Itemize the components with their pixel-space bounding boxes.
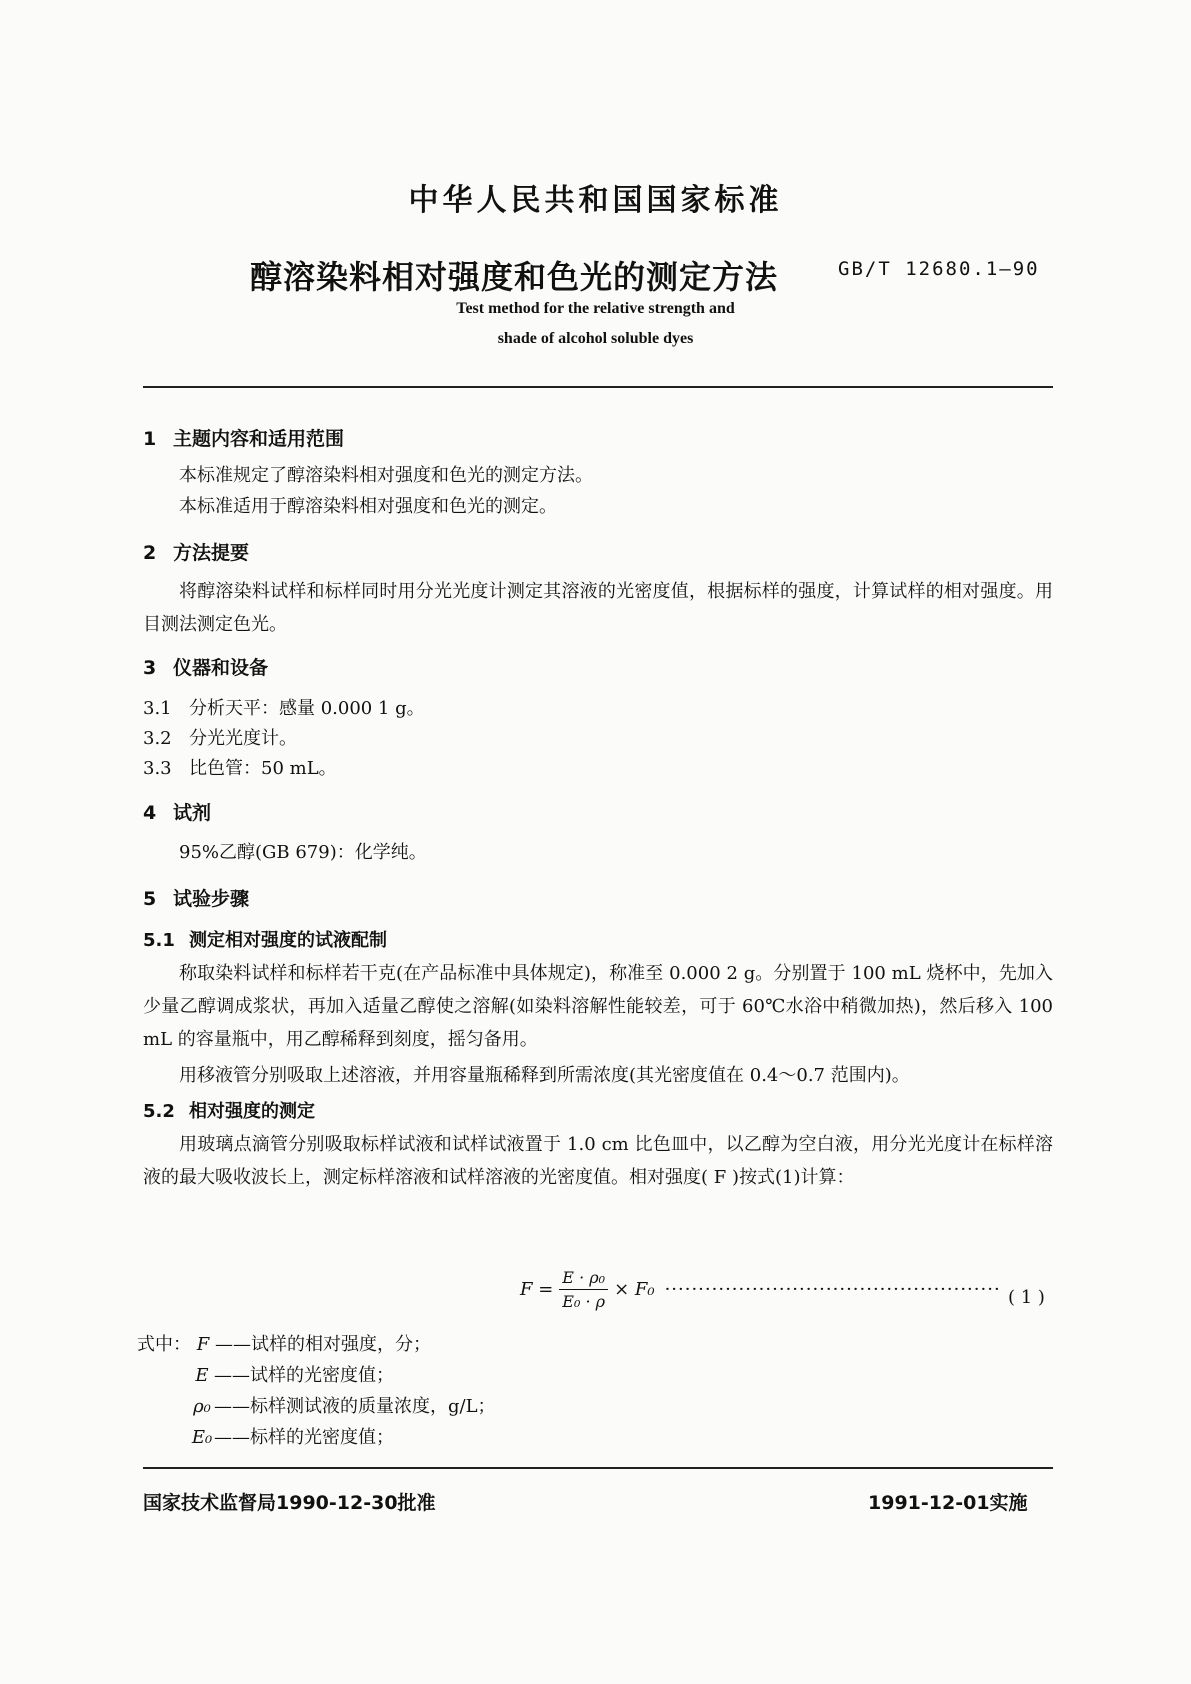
subsection-number: 5.2	[143, 1101, 175, 1122]
formula-1	[520, 1268, 1001, 1311]
section-1-para1: 本标准规定了醇溶染料相对强度和色光的测定方法。	[179, 465, 593, 486]
section-number: 2	[143, 542, 157, 564]
item-text: 分析天平：感量 0.000 1 g。	[189, 698, 425, 719]
formula-denominator: E₀ · ρ	[562, 1292, 606, 1311]
standard-number: GB/T 12680.1—90	[838, 258, 1040, 280]
section-2-para1: 将醇溶染料试样和标样同时用分光光度计测定其溶液的光密度值，根据标样的强度，计算试样的相对强度。用目测法测定色光。	[143, 581, 1053, 635]
legend-symbol: E₀	[191, 1427, 213, 1448]
section-5-2-para1: 用玻璃点滴管分别吸取标样试液和试样试液置于 1.0 cm 比色皿中，以乙醇为空白液，用分光光度计在标样溶液的最大吸收波长上，测定标样溶液和试样溶液的光密度值。相对强度( F )按式(1)计算：	[143, 1134, 1053, 1188]
list-item	[143, 754, 337, 780]
section-4-para1: 95%乙醇(GB 679)：化学纯。	[179, 842, 427, 863]
section-number: 1	[143, 428, 157, 450]
formula-rhs: × F₀	[614, 1279, 655, 1300]
section-number: 3	[143, 657, 157, 679]
legend-item	[190, 1361, 394, 1387]
list-item	[143, 724, 297, 750]
section-2-heading	[143, 538, 249, 565]
legend-desc: ——试样的光密度值；	[214, 1365, 394, 1386]
section-3-heading	[143, 653, 268, 680]
subsection-title: 相对强度的测定	[189, 1101, 315, 1122]
equation-number: ( 1 )	[1008, 1287, 1045, 1308]
subsection-title: 测定相对强度的试液配制	[189, 930, 387, 951]
formula-leader-dots: ··················································	[664, 1279, 1001, 1300]
section-5-1-para2: 用移液管分别吸取上述溶液，并用容量瓶稀释到所需浓度(其光密度值在 0.4～0.7 范围内)。	[179, 1065, 910, 1086]
legend-item	[190, 1392, 496, 1418]
section-number: 5	[143, 888, 157, 910]
section-number: 4	[143, 802, 157, 824]
section-1-para2: 本标准适用于醇溶染料相对强度和色光的测定。	[179, 496, 557, 517]
legend-intro: 式中：	[137, 1334, 191, 1355]
nation-title: 中华人民共和国国家标准	[408, 183, 783, 218]
legend-item	[137, 1330, 431, 1356]
formula-lhs: F =	[520, 1279, 554, 1300]
legend-desc: ——试样的相对强度，分；	[215, 1334, 431, 1355]
section-title: 仪器和设备	[173, 657, 269, 679]
section-title: 试验步骤	[173, 888, 250, 910]
legend-symbol: E	[195, 1365, 209, 1386]
subsection-number: 5.1	[143, 930, 175, 951]
document-title-cn: 醇溶染料相对强度和色光的测定方法	[250, 258, 779, 296]
section-1-heading	[143, 424, 344, 451]
section-5-1-para1: 称取染料试样和标样若干克(在产品标准中具体规定)，称准至 0.000 2 g。分别置于 100 mL 烧杯中，先加入少量乙醇调成浆状，再加入适量乙醇使之溶解(如染料溶解性能较差，可于 60℃水浴中稍微加热)，然后移入 100 mL 的容量瓶中，用乙醇稀释到刻度，摇匀备用。	[143, 963, 1053, 1050]
legend-symbol: F	[196, 1334, 210, 1355]
legend-desc: ——标样测试液的质量浓度，g/L；	[214, 1396, 496, 1417]
section-title: 方法提要	[173, 542, 250, 564]
document-title-en-line2: shade of alcohol soluble dyes	[497, 330, 694, 347]
item-number: 3.3	[143, 758, 172, 779]
legend-desc: ——标样的光密度值；	[214, 1427, 394, 1448]
section-5-2-heading	[143, 1097, 315, 1123]
item-text: 比色管：50 mL。	[189, 758, 337, 779]
item-number: 3.2	[143, 728, 172, 749]
section-5-1-heading	[143, 926, 387, 952]
item-text: 分光光度计。	[189, 728, 297, 749]
item-number: 3.1	[143, 698, 172, 719]
section-title: 试剂	[173, 802, 212, 824]
implementation-date: 1991-12-01实施	[868, 1492, 1028, 1514]
approval-info: 国家技术监督局1990-12-30批准	[143, 1492, 436, 1514]
section-4-heading	[143, 798, 211, 825]
header-divider	[143, 386, 1053, 388]
formula-fraction	[559, 1268, 608, 1311]
section-5-heading	[143, 884, 249, 911]
list-item	[143, 694, 425, 720]
formula-numerator: E · ρ₀	[559, 1268, 608, 1290]
section-title: 主题内容和适用范围	[173, 428, 345, 450]
legend-symbol: ρ₀	[193, 1396, 211, 1417]
legend-item	[190, 1423, 394, 1449]
footer-divider	[143, 1467, 1053, 1469]
document-title-en-line1: Test method for the relative strength and	[456, 300, 735, 317]
